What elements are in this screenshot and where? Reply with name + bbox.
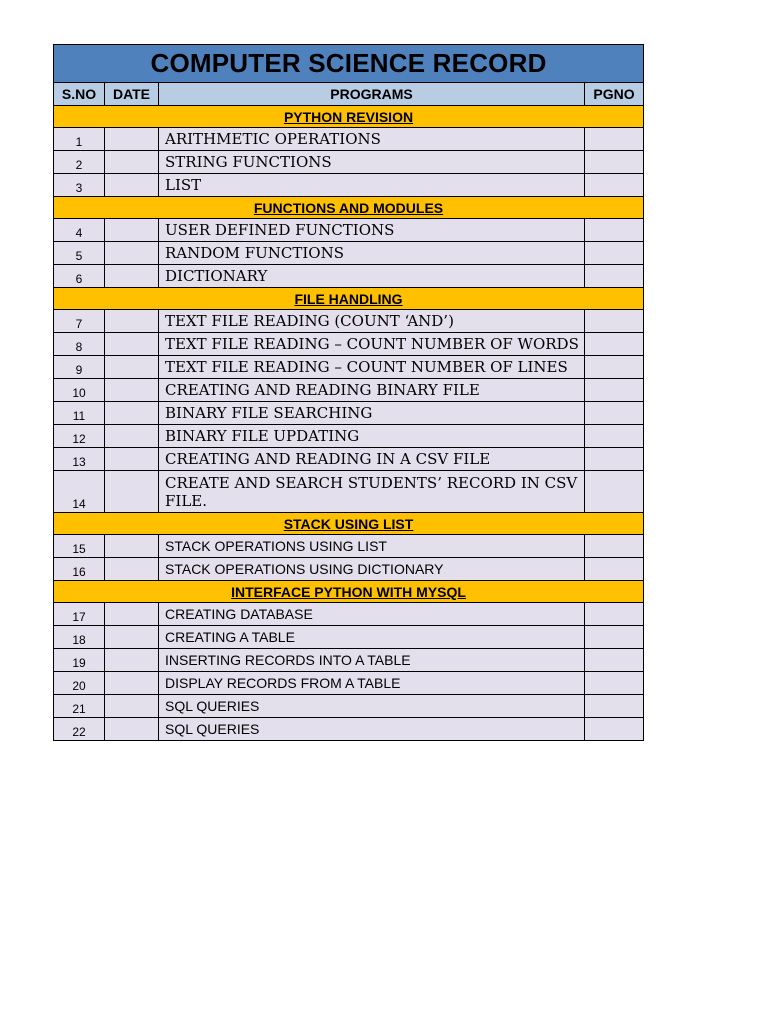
program-name: STACK OPERATIONS USING DICTIONARY	[159, 558, 585, 581]
serial-number: 9	[54, 356, 105, 379]
serial-number: 16	[54, 558, 105, 581]
table-row	[54, 379, 644, 402]
page-number-cell	[585, 603, 644, 626]
section-title: FILE HANDLING	[54, 288, 644, 310]
page-number-cell	[585, 672, 644, 695]
date-cell	[105, 379, 159, 402]
date-cell	[105, 151, 159, 174]
serial-number: 12	[54, 425, 105, 448]
section-title: FUNCTIONS AND MODULES	[54, 197, 644, 219]
table-row	[54, 402, 644, 425]
page-number-cell	[585, 151, 644, 174]
serial-number: 17	[54, 603, 105, 626]
page-number-cell	[585, 174, 644, 197]
program-name: LIST	[159, 174, 585, 197]
date-cell	[105, 649, 159, 672]
page-number-cell	[585, 379, 644, 402]
section-row	[54, 197, 644, 219]
table-row	[54, 333, 644, 356]
program-name: BINARY FILE SEARCHING	[159, 402, 585, 425]
program-name: CREATING AND READING IN A CSV FILE	[159, 448, 585, 471]
page-number-cell	[585, 448, 644, 471]
table-row	[54, 718, 644, 741]
program-name: CREATING DATABASE	[159, 603, 585, 626]
program-name: TEXT FILE READING – COUNT NUMBER OF LINES	[159, 356, 585, 379]
section-row	[54, 513, 644, 535]
program-name: STACK OPERATIONS USING LIST	[159, 535, 585, 558]
page-number-cell	[585, 649, 644, 672]
date-cell	[105, 695, 159, 718]
serial-number: 10	[54, 379, 105, 402]
table-row	[54, 535, 644, 558]
page-number-cell	[585, 402, 644, 425]
table-row	[54, 626, 644, 649]
table-row	[54, 695, 644, 718]
date-cell	[105, 471, 159, 513]
date-cell	[105, 448, 159, 471]
section-title: INTERFACE PYTHON WITH MYSQL	[54, 581, 644, 603]
date-cell	[105, 174, 159, 197]
page-number-cell	[585, 219, 644, 242]
program-name: CREATING A TABLE	[159, 626, 585, 649]
table-row	[54, 174, 644, 197]
table-row	[54, 356, 644, 379]
section-title: PYTHON REVISION	[54, 106, 644, 128]
serial-number: 15	[54, 535, 105, 558]
date-cell	[105, 356, 159, 379]
date-cell	[105, 242, 159, 265]
serial-number: 18	[54, 626, 105, 649]
serial-number: 22	[54, 718, 105, 741]
serial-number: 5	[54, 242, 105, 265]
table-row	[54, 265, 644, 288]
date-cell	[105, 310, 159, 333]
date-cell	[105, 603, 159, 626]
program-name: INSERTING RECORDS INTO A TABLE	[159, 649, 585, 672]
page-number-cell	[585, 471, 644, 513]
date-cell	[105, 425, 159, 448]
serial-number: 11	[54, 402, 105, 425]
page-number-cell	[585, 265, 644, 288]
serial-number: 20	[54, 672, 105, 695]
section-title: STACK USING LIST	[54, 513, 644, 535]
serial-number: 13	[54, 448, 105, 471]
program-name: STRING FUNCTIONS	[159, 151, 585, 174]
table-row	[54, 672, 644, 695]
table-row	[54, 603, 644, 626]
date-cell	[105, 718, 159, 741]
header-sno: S.NO	[54, 83, 105, 106]
table-row	[54, 242, 644, 265]
program-name: TEXT FILE READING (COUNT ‘AND’)	[159, 310, 585, 333]
serial-number: 21	[54, 695, 105, 718]
program-name: DISPLAY RECORDS FROM A TABLE	[159, 672, 585, 695]
serial-number: 14	[54, 471, 105, 513]
table-row	[54, 649, 644, 672]
program-name: DICTIONARY	[159, 265, 585, 288]
date-cell	[105, 626, 159, 649]
program-name: BINARY FILE UPDATING	[159, 425, 585, 448]
date-cell	[105, 333, 159, 356]
program-name: SQL QUERIES	[159, 695, 585, 718]
record-sheet	[53, 44, 643, 741]
date-cell	[105, 128, 159, 151]
page-number-cell	[585, 310, 644, 333]
table-row	[54, 219, 644, 242]
program-name: CREATING AND READING BINARY FILE	[159, 379, 585, 402]
section-row	[54, 581, 644, 603]
section-row	[54, 106, 644, 128]
serial-number: 19	[54, 649, 105, 672]
page-number-cell	[585, 356, 644, 379]
date-cell	[105, 558, 159, 581]
page-number-cell	[585, 535, 644, 558]
table-row	[54, 151, 644, 174]
table-row	[54, 558, 644, 581]
header-programs: PROGRAMS	[159, 83, 585, 106]
program-name: CREATE AND SEARCH STUDENTS’ RECORD IN CSV FILE.	[159, 471, 585, 513]
serial-number: 1	[54, 128, 105, 151]
page-number-cell	[585, 558, 644, 581]
program-name: USER DEFINED FUNCTIONS	[159, 219, 585, 242]
table-row	[54, 310, 644, 333]
table-row	[54, 425, 644, 448]
table-row	[54, 128, 644, 151]
program-name: RANDOM FUNCTIONS	[159, 242, 585, 265]
record-table	[53, 44, 644, 741]
header-pgno: PGNO	[585, 83, 644, 106]
page-number-cell	[585, 128, 644, 151]
serial-number: 6	[54, 265, 105, 288]
date-cell	[105, 535, 159, 558]
sheet-title: COMPUTER SCIENCE RECORD	[54, 45, 644, 83]
serial-number: 4	[54, 219, 105, 242]
page-number-cell	[585, 695, 644, 718]
header-date: DATE	[105, 83, 159, 106]
table-row	[54, 471, 644, 513]
serial-number: 2	[54, 151, 105, 174]
page-number-cell	[585, 333, 644, 356]
program-name: ARITHMETIC OPERATIONS	[159, 128, 585, 151]
page-number-cell	[585, 242, 644, 265]
date-cell	[105, 402, 159, 425]
date-cell	[105, 672, 159, 695]
program-name: SQL QUERIES	[159, 718, 585, 741]
page-number-cell	[585, 718, 644, 741]
serial-number: 8	[54, 333, 105, 356]
page-number-cell	[585, 425, 644, 448]
date-cell	[105, 265, 159, 288]
date-cell	[105, 219, 159, 242]
section-row	[54, 288, 644, 310]
serial-number: 7	[54, 310, 105, 333]
serial-number: 3	[54, 174, 105, 197]
page-number-cell	[585, 626, 644, 649]
table-row	[54, 448, 644, 471]
record-body	[54, 106, 644, 741]
program-name: TEXT FILE READING – COUNT NUMBER OF WORDS	[159, 333, 585, 356]
